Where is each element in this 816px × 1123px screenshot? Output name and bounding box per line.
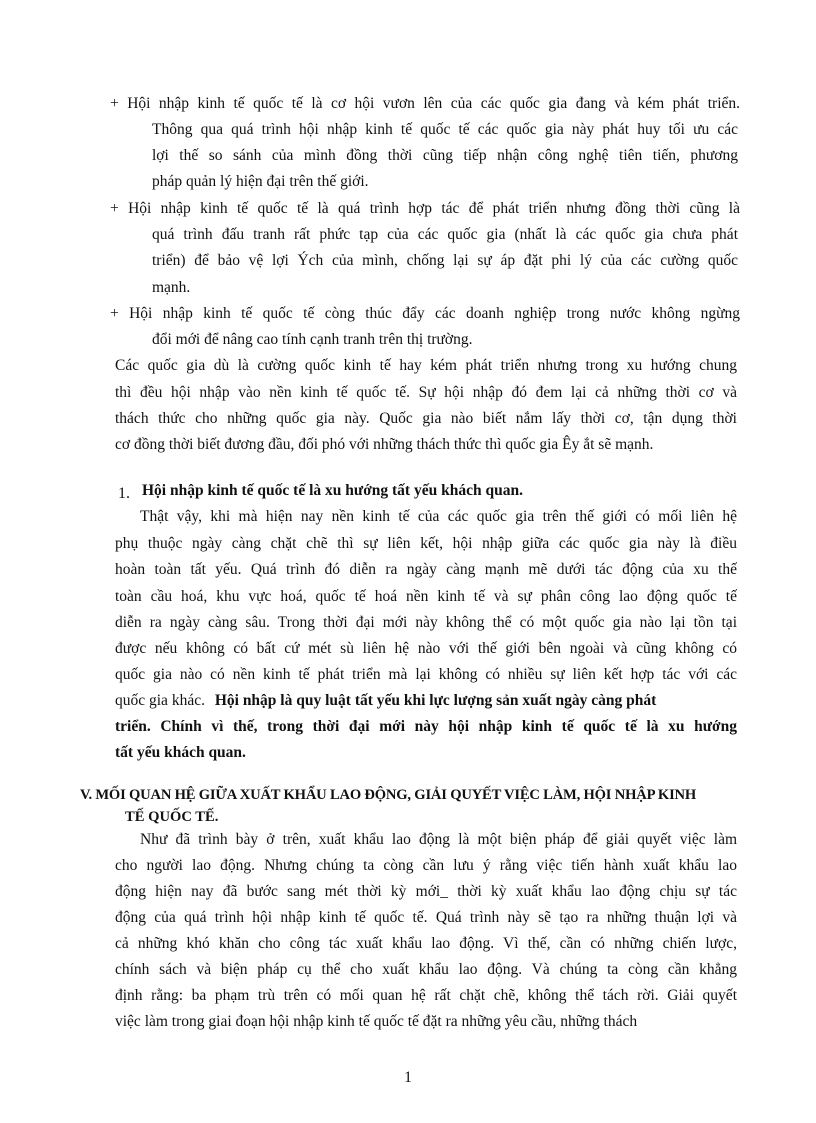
bullet-1-line-3: lợi thế so sánh của mình đồng thời cũng tiếp nhận công nghệ tiên tiến, phương — [152, 147, 738, 164]
bullet-2-line-4: mạnh. — [152, 279, 191, 296]
section-5-line-5: cả những khó khăn cho công tác xuất khẩu lao động. Vì thế, cần có những chiến lược, — [115, 935, 737, 952]
section-1-line-6: được nếu không có bất cứ mét sù liên hệ nào với thế giới bên ngoài và cũng không có — [115, 640, 737, 657]
page-number: 1 — [404, 1069, 412, 1086]
section-5-line-6: chính sách và biện pháp cụ thể cho xuất khẩu lao động. Và chúng ta còng cần khẳng — [115, 961, 737, 978]
section-5-line-7: định rằng: ba phạm trù trên có mối quan hệ rất chặt chẽ, không thể tách rời. Giải quyết — [115, 987, 737, 1004]
summary-line-3: thách thức cho những quốc gia này. Quốc gia nào biết nắm lấy thời cơ, tận dụng thời — [115, 410, 737, 427]
bullet-2-line-3: triển) để bảo vệ lợi Ých của mình, chống lại sự áp đặt phi lý của các cường quốc — [152, 252, 738, 269]
section-5-line-4: động của quá trình hội nhập kinh tế quốc tế. Quá trình này sẽ tạo ra những thuận lợi và — [115, 909, 737, 926]
section-1-heading: Hội nhập kinh tế quốc tế là xu hướng tất yếu khách quan. — [142, 482, 523, 499]
bullet-3-line-1: + Hội nhập kinh tế quốc tế còng thúc đẩy các doanh nghiệp trong nước không ngừng — [110, 305, 740, 322]
bullet-1-line-1: + Hội nhập kinh tế quốc tế là cơ hội vươn lên của các quốc gia đang và kém phát triển. — [110, 95, 740, 112]
section-1-line-7: quốc gia nào có nền kinh tế phát triển mà lại không có nhiều sự liên kết hợp tác với các — [115, 666, 737, 683]
section-5-line-1: Như đã trình bày ở trên, xuất khẩu lao động là một biện pháp để giải quyết việc làm — [140, 831, 737, 848]
section-1-line-8-plain: quốc gia khác. — [115, 692, 205, 709]
section-1-line-8-bold: Hội nhập là quy luật tất yếu khi lực lượng sản xuất ngày càng phát — [214, 692, 657, 709]
section-1-line-3: hoàn toàn tất yếu. Quá trình đó diễn ra ngày càng mạnh mẽ dưới tác động của xu thế — [115, 561, 737, 578]
summary-line-1: Các quốc gia dù là cường quốc kinh tế hay kém phát triển nhưng trong xu hướng chung — [115, 357, 737, 374]
section-1-line-4: toàn cầu hoá, khu vực hoá, quốc tế hoá nền kinh tế và sự phân công lao động quốc tế — [115, 588, 737, 605]
bullet-2-line-2: quá trình đấu tranh rất phức tạp của các quốc gia (nhất là các quốc gia chưa phát — [152, 226, 738, 243]
summary-line-4: cơ đồng thời biết đương đầu, đối phó với những thách thức thì quốc gia Êy ắt sẽ mạnh. — [115, 436, 654, 453]
section-1-bold-line-1: triển. Chính vì thế, trong thời đại mới này hội nhập kinh tế quốc tế là xu hướng — [115, 718, 737, 735]
section-1-line-5: diễn ra ngày càng sâu. Trong thời đại mới này không thể có một quốc gia nào lại tồn tại — [115, 614, 737, 631]
section-1-line-8 — [115, 691, 656, 711]
bullet-2-line-1: + Hội nhập kinh tế quốc tế là quá trình hợp tác để phát triển nhưng đồng thời cũng là — [110, 200, 740, 217]
section-5-heading-line-2: TẾ QUỐC TẾ. — [125, 809, 219, 825]
section-5-line-2: cho người lao động. Nhưng chúng ta còng cần lưu ý rằng việc tiến hành xuất khẩu lao — [115, 857, 737, 874]
section-5-line-3: động hiện nay đã bước sang mét thời kỳ mới_ thời kỳ xuất khẩu lao động chịu sự tác — [115, 883, 737, 900]
bullet-1-line-2: Thông qua quá trình hội nhập kinh tế quốc tế các quốc gia này phát huy tối ưu các — [152, 121, 738, 138]
section-5-line-8: việc làm trong giai đoạn hội nhập kinh tế quốc tế đặt ra những yêu cầu, những thách — [115, 1013, 638, 1030]
section-1-number: 1. — [118, 485, 130, 502]
bullet-1-line-4: pháp quản lý hiện đại trên thế giới. — [152, 173, 369, 190]
bullet-3-line-2: đổi mới để nâng cao tính cạnh tranh trên thị trường. — [152, 331, 473, 348]
section-1-line-2: phụ thuộc ngày càng chặt chẽ thì sự liên kết, hội nhập giữa các quốc gia này là điều — [115, 535, 737, 552]
summary-line-2: thì đều hội nhập vào nền kinh tế quốc tế. Sự hội nhập đó đem lại cả những thời cơ và — [115, 384, 737, 401]
section-5-heading-line-1: V. MỐI QUAN HỆ GIỮA XUẤT KHẨU LAO ĐỘNG, GIẢI QUYẾT VIỆC LÀM, HỘI NHẬP KINH — [80, 787, 697, 803]
section-1-bold-line-2: tất yếu khách quan. — [115, 744, 246, 761]
section-1-line-1: Thật vậy, khi mà hiện nay nền kinh tế của các quốc gia trên thế giới có mối liên hệ — [140, 508, 737, 525]
